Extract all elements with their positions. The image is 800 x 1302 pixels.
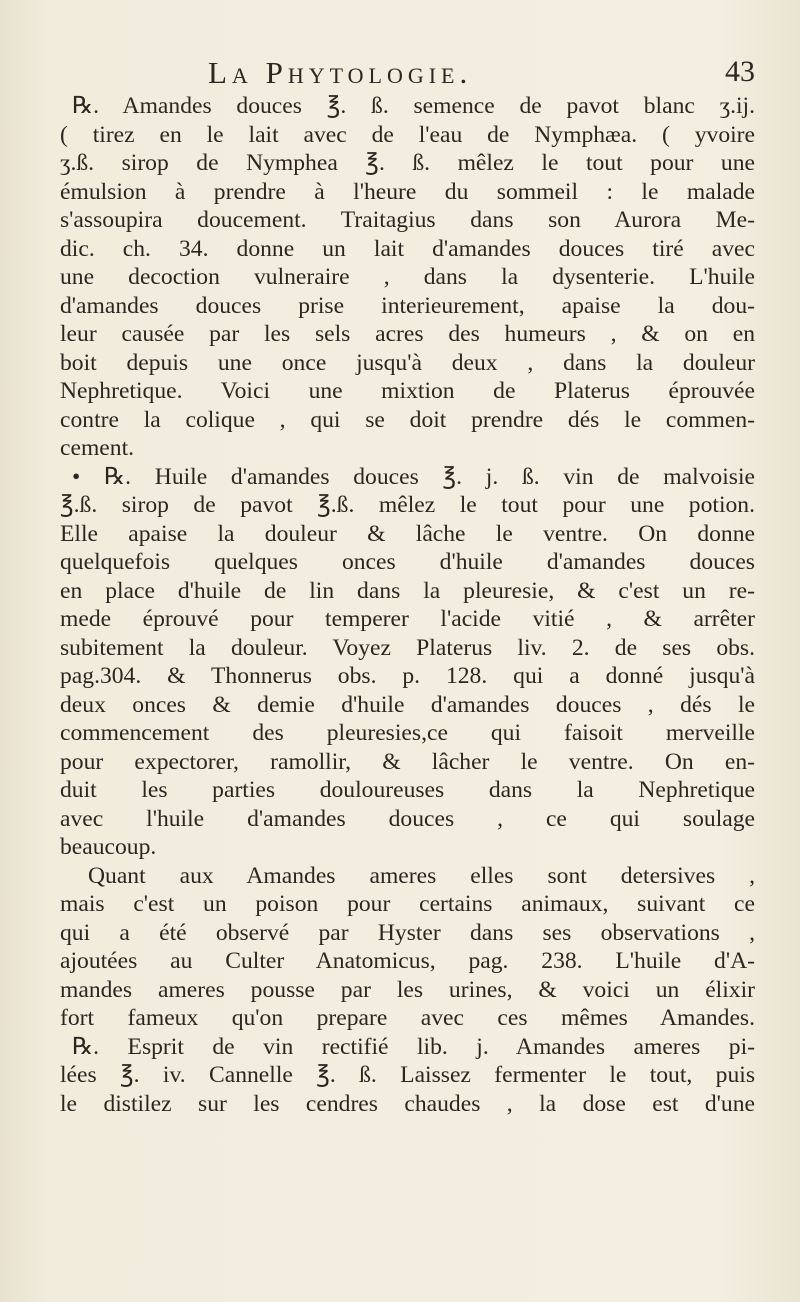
text-line: avec l'huile d'amandes douces , ce qui soulage xyxy=(60,805,755,832)
text-line: ʒ.ß. sirop de Nymphea ℥. ß. mêlez le tout pour une xyxy=(60,150,755,176)
text-line: duit les parties douloureuses dans la Nephretique xyxy=(60,777,755,803)
text-line: subitement la douleur. Voyez Platerus liv. 2. de ses obs. xyxy=(60,634,755,661)
text-line: deux onces & demie d'huile d'amandes douces , dés le xyxy=(60,691,755,718)
text-line: ℞. Esprit de vin rectifié lib. j. Amandes ameres pi- xyxy=(72,1033,755,1060)
text-line: ajoutées au Culter Anatomicus, pag. 238. L'huile d'A- xyxy=(60,948,755,974)
text-line: qui a été observé par Hyster dans ses observations , xyxy=(60,919,755,946)
text-line: le distilez sur les cendres chaudes , la dose est d'une xyxy=(60,1090,755,1117)
text-line: fort fameux qu'on prepare avec ces mêmes Amandes. xyxy=(60,1005,755,1031)
text-line: émulsion à prendre à l'heure du sommeil : le malade xyxy=(60,178,755,205)
text-line: mais c'est un poison pour certains animaux, suivant ce xyxy=(60,891,755,917)
text-line: d'amandes douces prise interieurement, apaise la dou- xyxy=(60,292,755,319)
text-line: mede éprouvé pour temperer l'acide vitié , & arrêter xyxy=(60,606,755,632)
text-line: leur causée par les sels acres des humeurs , & on en xyxy=(60,321,755,347)
text-line: en place d'huile de lin dans la pleuresie, & c'est un re- xyxy=(60,577,755,604)
page-header xyxy=(60,55,755,95)
text-line: boit depuis une once jusqu'à deux , dans la douleur xyxy=(60,349,755,376)
text-line: commencement des pleuresies,ce qui faisoit merveille xyxy=(60,720,755,746)
text-line: Nephretique. Voici une mixtion de Platerus éprouvée xyxy=(60,378,755,404)
text-line: mandes ameres pousse par les urines, & voici un élixir xyxy=(60,976,755,1003)
text-line: ( tirez en le lait avec de l'eau de Nymphæa. ( yvoire xyxy=(60,121,755,148)
page-number: 43 xyxy=(725,55,755,88)
text-line: pag.304. & Thonnerus obs. p. 128. qui a donné jusqu'à xyxy=(60,663,755,689)
text-line: ℞. Amandes douces ℥. ß. semence de pavot blanc ʒ.ij. xyxy=(72,93,755,119)
text-line: Elle apaise la douleur & lâche le ventre. On donne xyxy=(60,520,755,547)
text-line: dic. ch. 34. donne un lait d'amandes douces tiré avec xyxy=(60,235,755,262)
text-line: contre la colique , qui se doit prendre dés le commen- xyxy=(60,406,755,433)
text-line: quelquefois quelques onces d'huile d'amandes douces xyxy=(60,549,755,575)
text-line: Quant aux Amandes ameres elles sont detersives , xyxy=(88,862,755,889)
text-line: cement. xyxy=(60,435,135,461)
running-title: La Phytologie. xyxy=(208,55,473,90)
text-line: une decoction vulneraire , dans la dysenterie. L'huile xyxy=(60,264,755,290)
text-line: s'assoupira doucement. Traitagius dans son Aurora Me- xyxy=(60,207,755,233)
text-line: pour expectorer, ramollir, & lâcher le ventre. On en- xyxy=(60,748,755,775)
text-line: • ℞. Huile d'amandes douces ℥. j. ß. vin de malvoisie xyxy=(72,463,755,490)
body-text xyxy=(60,92,755,1118)
text-line: lées ℥. iv. Cannelle ℥. ß. Laissez fermenter le tout, puis xyxy=(60,1062,755,1088)
text-line: ℥.ß. sirop de pavot ℥.ß. mêlez le tout pour une potion. xyxy=(60,492,755,518)
text-line: beaucoup. xyxy=(60,834,157,860)
